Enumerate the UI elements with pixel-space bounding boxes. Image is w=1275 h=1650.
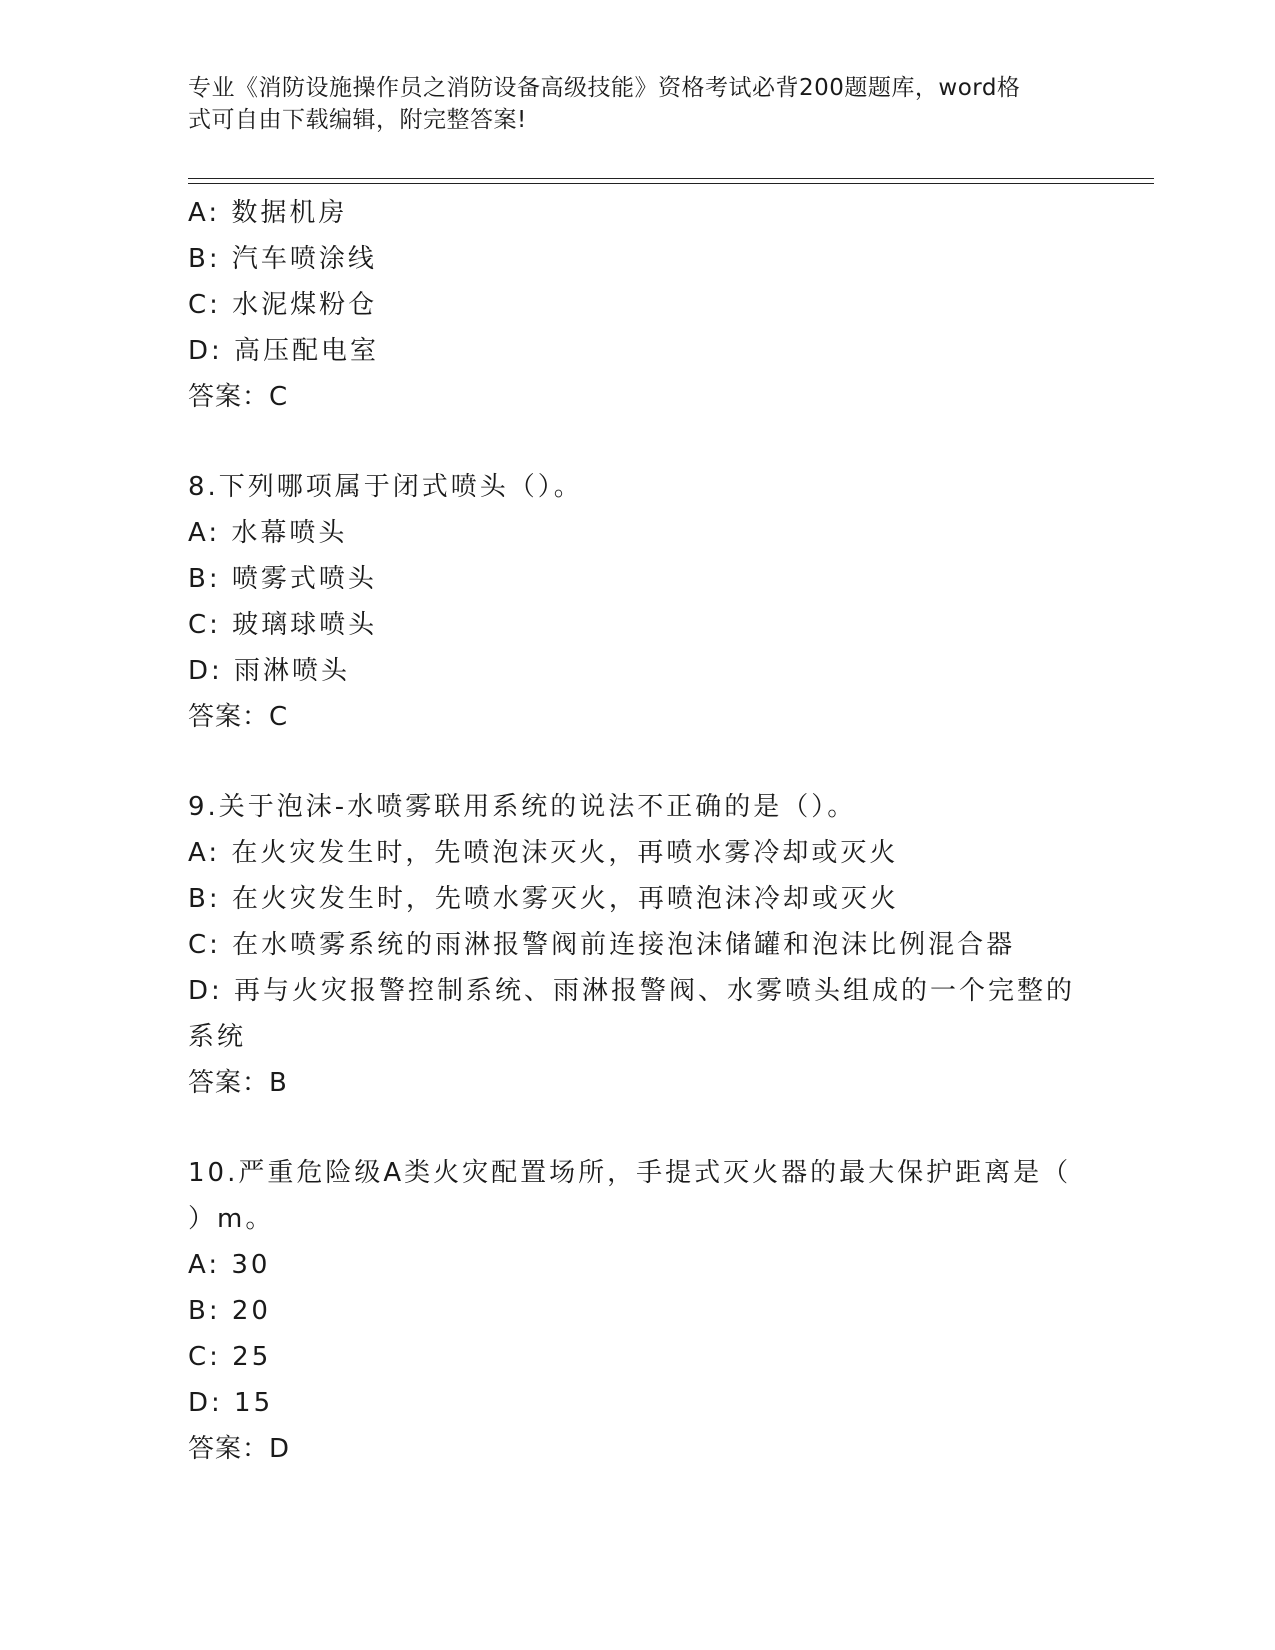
header-divider-top xyxy=(188,178,1154,179)
question-stem: 10.严重危险级A类火灾配置场所，手提式灭火器的最大保护距离是（ xyxy=(188,1158,1072,1188)
option-d: D: 雨淋喷头 xyxy=(188,656,351,686)
answer: 答案：D xyxy=(188,1434,291,1464)
answer: 答案：C xyxy=(188,702,289,732)
answer: 答案：B xyxy=(188,1068,288,1098)
option-c: C: 水泥煤粉仓 xyxy=(188,290,378,320)
option-a: A: 30 xyxy=(188,1250,271,1280)
option-a: A: 数据机房 xyxy=(188,198,348,228)
option-b: B: 在火灾发生时，先喷水雾灭火，再喷泡沫冷却或灭火 xyxy=(188,884,899,914)
question-10 xyxy=(188,1150,1088,1472)
question-8 xyxy=(188,464,1088,740)
option-b: B: 喷雾式喷头 xyxy=(188,564,377,594)
header-line-2: 式可自由下载编辑，附完整答案! xyxy=(188,107,527,133)
question-stem: 9.关于泡沫-水喷雾联用系统的说法不正确的是（）。 xyxy=(188,792,857,822)
option-c: C: 在水喷雾系统的雨淋报警阀前连接泡沫储罐和泡沫比例混合器 xyxy=(188,930,1016,960)
option-b: B: 20 xyxy=(188,1296,271,1326)
spacer xyxy=(188,740,1088,784)
option-c: C: 25 xyxy=(188,1342,272,1372)
document-header xyxy=(188,72,1068,136)
option-a: A: 在火灾发生时，先喷泡沫灭火，再喷水雾冷却或灭火 xyxy=(188,838,899,868)
option-d-continuation: 系统 xyxy=(188,1022,247,1052)
option-d: D: 高压配电室 xyxy=(188,336,380,366)
option-d: D: 再与火灾报警控制系统、雨淋报警阀、水雾喷头组成的一个完整的 xyxy=(188,976,1076,1006)
question-stem: 8.下列哪项属于闭式喷头（）。 xyxy=(188,472,583,502)
header-line-1: 专业《消防设施操作员之消防设备高级技能》资格考试必背200题题库，word格 xyxy=(188,75,1021,101)
header-divider-bottom xyxy=(188,183,1154,184)
answer: 答案：C xyxy=(188,382,289,412)
option-c: C: 玻璃球喷头 xyxy=(188,610,378,640)
option-d: D: 15 xyxy=(188,1388,274,1418)
question-7 xyxy=(188,190,1088,420)
question-9 xyxy=(188,784,1088,1106)
spacer xyxy=(188,1106,1088,1150)
option-a: A: 水幕喷头 xyxy=(188,518,348,548)
question-list xyxy=(188,190,1088,1472)
option-b: B: 汽车喷涂线 xyxy=(188,244,377,274)
question-stem-continuation: ）m。 xyxy=(188,1204,275,1234)
spacer xyxy=(188,420,1088,464)
